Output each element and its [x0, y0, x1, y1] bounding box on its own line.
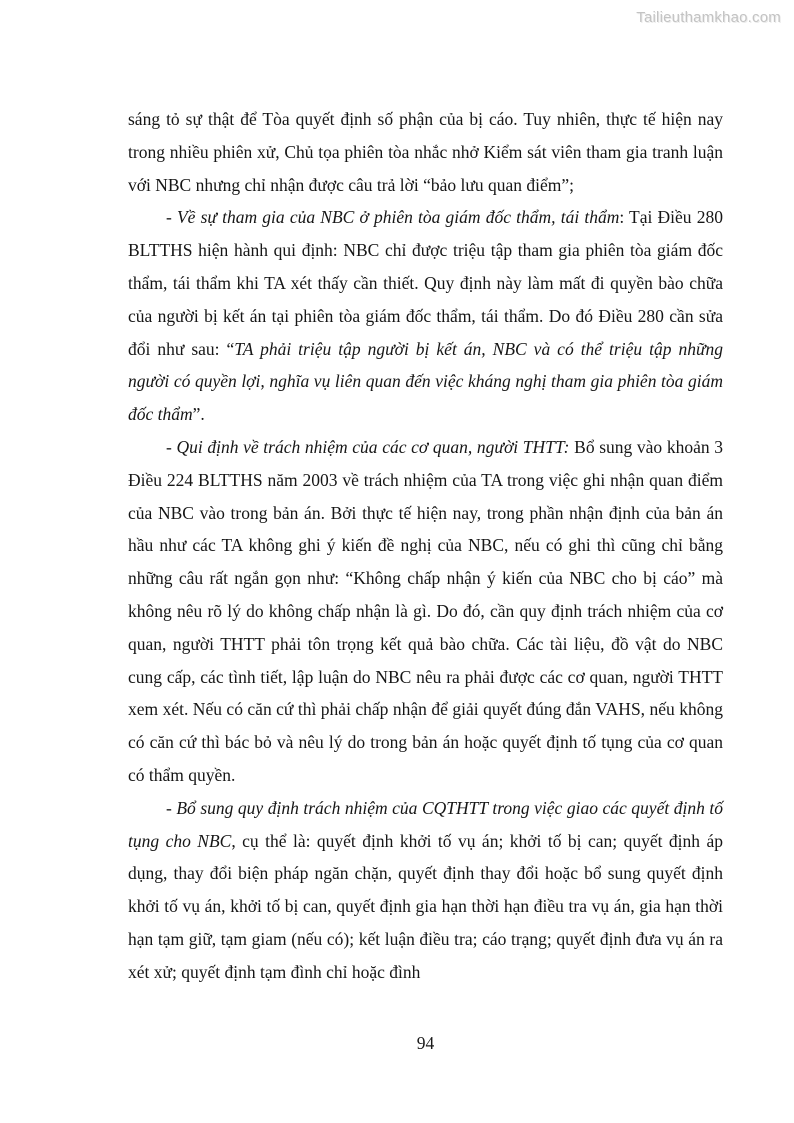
- text-run: : Tại Điều 280 BLTTHS hiện hành qui định: NBC chỉ được triệu tập tham gia phiên tòa giám đốc thẩm, tái thẩm khi TA xét thấy cần thiết. Quy định này làm mất đi quyền bào chữa của người bị kết án tại phiên tòa giám đốc thẩm, tái thẩm. Do đó Điều 280 cần sửa đổi như sau: “: [128, 207, 723, 359]
- paragraph: [128, 431, 723, 792]
- document-body: [128, 103, 723, 989]
- text-run: - Bổ sung quy định trách nhiệm của CQTHTT trong việc giao các quyết định tố tụng cho NBC: [128, 797, 723, 851]
- paragraph: [128, 792, 723, 989]
- text-run: sáng tỏ sự thật để Tòa quyết định số phận của bị cáo. Tuy nhiên, thực tế hiện nay trong nhiều phiên xử, Chủ tọa phiên tòa nhắc nhở Kiểm sát viên tham gia tranh luận với NBC nhưng chỉ nhận được câu trả lời “bảo lưu quan điểm”;: [128, 109, 723, 195]
- text-run: TA phải triệu tập người bị kết án, NBC và có thể triệu tập những người có quyền lợi, nghĩa vụ liên quan đến việc kháng nghị tham gia phiên tòa giám đốc thẩm: [128, 338, 723, 425]
- paragraph: [128, 103, 723, 201]
- paragraph: [128, 201, 723, 431]
- watermark: Tailieuthamkhao.com: [636, 9, 781, 26]
- page-number: 94: [416, 1033, 435, 1053]
- text-run: , cụ thể là: quyết định khởi tố vụ án; khởi tố bị can; quyết định áp dụng, thay đổi biện pháp ngăn chặn, quyết định thay đổi hoặc bổ sung quyết định khởi tố vụ án, khởi tố bị can, quyết định gia hạn thời hạn điều tra vụ án, gia hạn thời hạn tạm giữ, tạm giam (nếu có); kết luận điều tra; cáo trạng; quyết định đưa vụ án ra xét xử; quyết định tạm đình chỉ hoặc đình: [128, 830, 723, 982]
- text-run: Bổ sung vào khoản 3 Điều 224 BLTTHS năm 2003 về trách nhiệm của TA trong việc ghi nhận quan điểm của NBC vào trong bản án. Bởi thực tế hiện nay, trong phần nhận định của bản án hầu như các TA không ghi ý kiến đề nghị của NBC, nếu có ghi thì cũng chỉ bằng những câu rất ngắn gọn như: “Không chấp nhận ý kiến của NBC cho bị cáo” mà không nêu rõ lý do không chấp nhận là gì. Do đó, cần quy định trách nhiệm của cơ quan, người THTT phải tôn trọng kết quả bào chữa. Các tài liệu, đồ vật do NBC cung cấp, các tình tiết, lập luận do NBC nêu ra phải được các cơ quan, người THTT xem xét. Nếu có căn cứ thì phải chấp nhận để giải quyết đúng đắn VAHS, nếu không có căn cứ thì bác bỏ và nêu lý do trong bản án hoặc quyết định tố tụng của cơ quan có thẩm quyền.: [128, 436, 723, 785]
- text-run: ”.: [192, 404, 205, 425]
- text-run: - Qui định về trách nhiệm của các cơ quan, người THTT:: [166, 436, 570, 457]
- text-run: - Về sự tham gia của NBC ở phiên tòa giám đốc thẩm, tái thẩm: [166, 207, 620, 228]
